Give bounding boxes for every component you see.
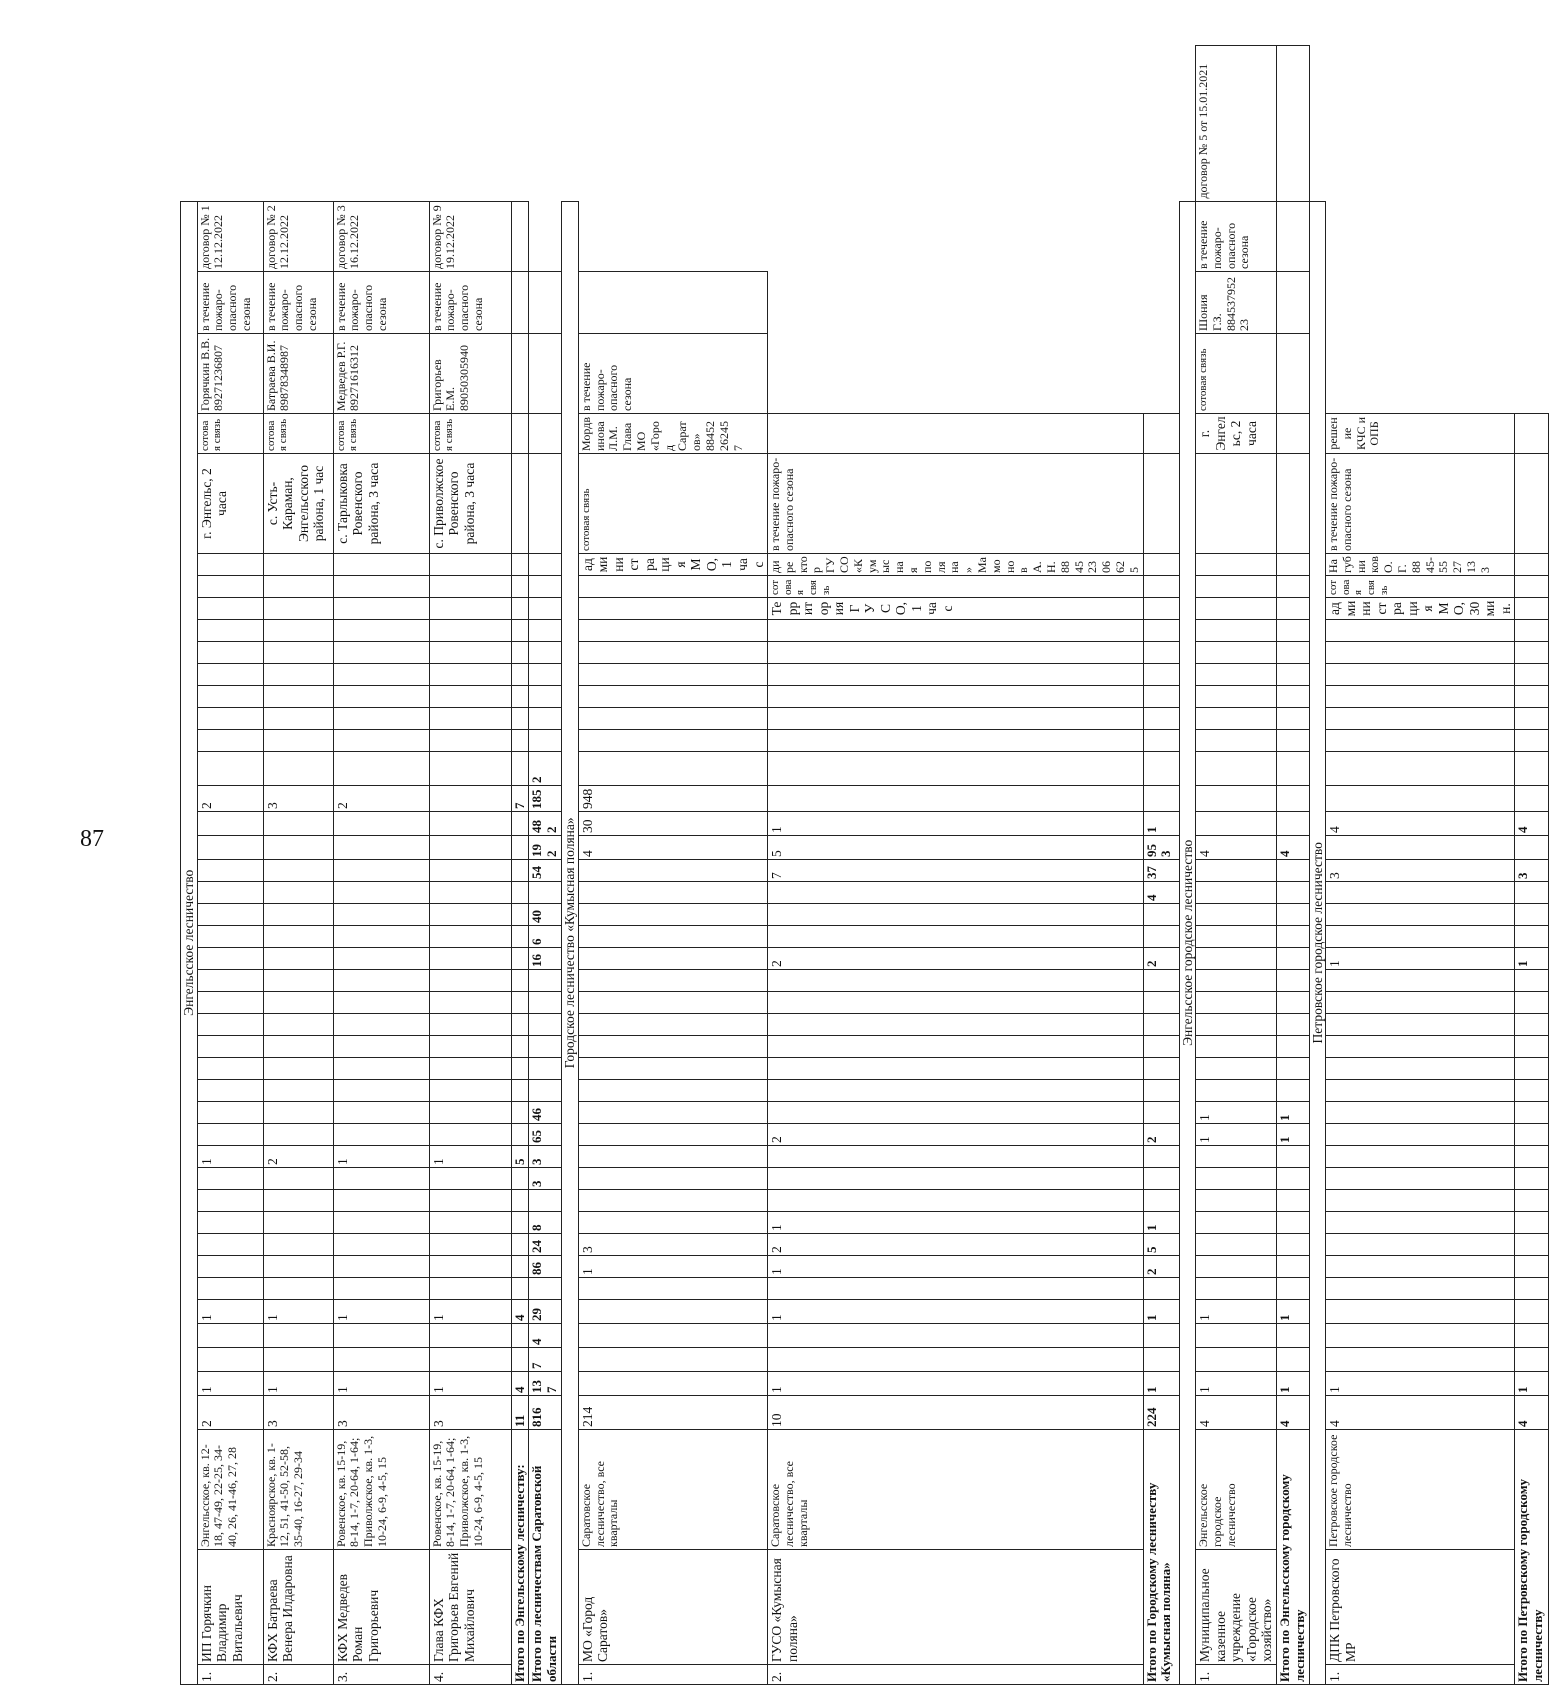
total-cell: 5 [511,1146,529,1168]
cell: 3 [263,786,333,812]
cell: 1 [333,1372,429,1396]
total-cell: 86 [529,1256,562,1278]
total-row [1515,46,1549,1685]
people-count: 4 [1196,1396,1277,1430]
cell: 1 [1326,1372,1515,1396]
table-row [197,46,263,1685]
total-row [529,46,562,1685]
total-label: Итого по Энгельсскому городскому лесничеству [1276,1430,1309,1685]
cell: 1 [197,1300,263,1324]
total-cell: 4 [529,1324,562,1348]
total-cell: 3 [529,1168,562,1190]
period: в течение пожаро-опасного сезона [768,454,1144,554]
table-row [333,46,429,1685]
cell: 1 [768,1256,1144,1278]
cell: 4 [578,836,767,860]
total-row [1276,46,1309,1685]
row-number: 4. [429,1665,511,1685]
table-row [578,46,767,1685]
document: договор № 5 от 15.01.2021 [1196,46,1277,202]
total-cell: 6 [529,926,562,948]
total-cell: 953 [1143,836,1179,860]
cell: 3 [578,1234,767,1256]
total-cell: 4 [1515,1396,1549,1430]
forest-area: Ровенское, кв. 15-19, 8-14, 1-7, 20-64, 1-64; Приволжское, кв. 1-3, 10-24, 6-9, 4-5, 15 [333,1430,429,1550]
organization-name: Муниципальное казенное учреждение «Городское хозяйство» [1196,1550,1277,1665]
section-engels [181,46,198,1685]
table-row [429,46,511,1685]
total-cell: 65 [529,1124,562,1146]
cell: 1 [1196,1124,1277,1146]
cell: 3 [1326,860,1515,882]
total-cell: 1 [1276,1124,1309,1146]
total-label: Итого по Петровскому городскому лесничеству [1515,1430,1549,1685]
total-cell: 2 [1143,1256,1179,1278]
cell: 1 [429,1372,511,1396]
organization-name: Глава КФХ Григорьев Евгений Михайлович [429,1550,511,1665]
people-count: 4 [1326,1396,1515,1430]
people-count: 3 [429,1396,511,1430]
cell: 1 [578,1256,767,1278]
organization-name: КФХ Медведев Роман Григорьевич [333,1550,429,1665]
contact: Батраева В.И. 89878348987 [263,334,333,414]
cell: 4 [1196,836,1277,860]
forest-area: Саратовское лесничество, все кварталы [578,1430,767,1550]
total-cell: 482 [529,812,562,836]
cell: 1 [1326,948,1515,970]
communication: сотовая связь [768,576,1144,598]
cell: 1 [768,812,1144,836]
cell: 1 [1196,1102,1277,1124]
total-cell: 1 [1515,948,1549,970]
cell: 1 [263,1300,333,1324]
cell: 2 [333,786,429,812]
total-cell: 4 [511,1300,529,1324]
forest-area: Петровское городское лесничество [1326,1430,1515,1550]
people-count: 10 [768,1396,1144,1430]
total-cell: 137 [529,1372,562,1396]
total-cell: 3 [1515,860,1549,882]
period: в течение пожаро-опасного сезона [1196,201,1277,271]
total-cell: 29 [529,1300,562,1324]
cell: 1 [429,1300,511,1324]
location-time: Территория ГУСО, 1 час [768,598,1144,620]
cell: 1 [333,1146,429,1168]
cell: 2 [768,1124,1144,1146]
total-cell: 24 [529,1234,562,1256]
contact: Горячкин В.В. 89271236807 [197,334,263,414]
location-time: администрация МО, 30 мин. [1326,598,1515,620]
forest-area: Ровенское, кв. 15-19, 8-14, 1-7, 20-64, 1-64; Приволжское, кв. 1-3, 10-24, 6-9, 4-5, 15 [429,1430,511,1550]
total-cell: 16 [529,948,562,970]
cell: 4 [1326,812,1515,836]
total-cell: 5 [1143,1234,1179,1256]
cell: 1 [768,1212,1144,1234]
organization-name: КФХ Батраева Венера Илдаровна [263,1550,333,1665]
document: договор № 3 16.12.2022 [333,201,429,271]
cell: 7 [768,860,1144,882]
table-row [1326,46,1515,1685]
communication: сотовая связь [1196,334,1277,414]
location-time: администрация МО, 1 час [578,554,767,576]
communication: сотовая связь [333,414,429,454]
total-cell: 7 [511,786,529,812]
document: договор № 9 19.12.2022 [429,201,511,271]
total-cell: 3 [529,1146,562,1168]
cell: 2 [768,1234,1144,1256]
forest-area: Энгельсское, кв. 12-18, 47-49, 22-25, 34-40, 26, 41-46, 27, 28 [197,1430,263,1550]
total-cell: 4 [1143,882,1179,904]
section-title: Петровское городское лесничество [1309,201,1326,1684]
period: в течение пожаро-опасного сезона [429,272,511,334]
document: договор № 2 12.12.2022 [263,201,333,271]
total-cell: 40 [529,904,562,926]
total-cell: 2 [1143,1124,1179,1146]
section-gorodskoe [562,46,579,1685]
total-cell: 4 [1515,812,1549,836]
people-count: 3 [263,1396,333,1430]
total-row [511,46,529,1685]
row-number: 1. [578,1665,767,1685]
people-count: 3 [333,1396,429,1430]
period: в течение пожаро-опасного сезона [197,272,263,334]
cell: 1 [197,1146,263,1168]
cell: 2 [768,948,1144,970]
total-cell: 2 [529,752,562,786]
cell: 1 [1196,1372,1277,1396]
total-cell: 46 [529,1102,562,1124]
total-cell: 1 [1143,1372,1179,1396]
contact: Шония Г.З. 88453795223 [1196,272,1277,334]
total-cell: 2 [1143,948,1179,970]
row-number: 2. [263,1665,333,1685]
total-cell: 37 [1143,860,1179,882]
contact: Григорьев Е.М. 89050305940 [429,334,511,414]
organization-name: ДПК Петровского МР [1326,1550,1515,1665]
people-count: 214 [578,1396,767,1430]
cell: 948 [578,786,767,812]
communication: сотовая связь [197,414,263,454]
location-time: с. Тарлыковка Ровенского района, 3 часа [333,454,429,554]
total-cell: 8 [529,1212,562,1234]
cell: 30 [578,812,767,836]
contact: Нагубников О.Г. 8845-5527133 [1326,554,1515,576]
total-cell: 4 [511,1372,529,1396]
total-row [1143,46,1179,1685]
cell: 1 [263,1372,333,1396]
contact: Мордвинова Л.М. Глава МО «Город Саратов» 88452262457 [578,414,767,454]
cell: 1 [1196,1300,1277,1324]
row-number: 3. [333,1665,429,1685]
section-title: Энгельсское городское лесничество [1179,201,1196,1684]
row-number: 2. [768,1665,1144,1685]
cell: 2 [263,1146,333,1168]
forest-area: Красноярское, кв. 1-12, 51, 41-50, 52-58, 35-40, 16-27, 29-34 [263,1430,333,1550]
total-cell: 185 [529,786,562,812]
period: в течение пожаро-опасного сезона [1326,454,1515,554]
total-cell: 4 [1276,836,1309,860]
people-count: 2 [197,1396,263,1430]
total-cell: 224 [1143,1396,1179,1430]
table-row [768,46,1144,1685]
total-label: Итого по Городскому лесничеству «Кумысная поляна» [1143,1430,1179,1685]
section-title: Энгельсское лесничество [181,201,198,1684]
location-time: г. Энгельс, 2 часа [197,454,263,554]
total-cell: 4 [1276,1396,1309,1430]
table-row [263,46,333,1685]
location-time: с. Усть-Караман, Энгельсского района, 1 час [263,454,333,554]
forest-area: Саратовское лесничество, все кварталы [768,1430,1144,1550]
page-number: 87 [80,826,104,852]
total-cell: 192 [529,836,562,860]
cell: 2 [197,786,263,812]
total-cell: 1 [1515,1372,1549,1396]
total-cell: 1 [1143,812,1179,836]
contact: Медведев Р.Г. 89271616312 [333,334,429,414]
table-row [1196,46,1277,1685]
document: решение КЧС и ОПБ [1326,414,1515,454]
row-number: 1. [197,1665,263,1685]
location-time: г. Энгельс, 2 часа [1196,414,1277,454]
communication: сотовая связь [429,414,511,454]
organization-name: МО «Город Саратов» [578,1550,767,1665]
cell: 1 [333,1300,429,1324]
total-cell: 1 [1143,1300,1179,1324]
cell: 5 [768,836,1144,860]
total-cell: 11 [511,1396,529,1430]
communication: сотовая связь [1326,576,1515,598]
total-cell: 1 [1276,1372,1309,1396]
rotated-table-container [180,45,1546,1685]
total-label: Итого по Энгельсскому лесничеству: [511,1430,529,1685]
document: договор № 1 12.12.2022 [197,201,263,271]
total-cell: 1 [1276,1102,1309,1124]
section-title: Городское лесничество «Кумысная поляна» [562,201,579,1684]
total-cell: 1 [1143,1212,1179,1234]
total-cell: 7 [529,1348,562,1372]
communication: сотовая связь [578,454,767,554]
row-number: 1. [1326,1665,1515,1685]
period: в течение пожаро-опасного сезона [263,272,333,334]
forest-fire-resources-table [180,45,1549,1685]
period: в течение пожаро-опасного сезона [333,272,429,334]
communication: сотовая связь [263,414,333,454]
contact: директор ГУСО «Кумысная поляна» Мамонов А.Н. 88452306625 [768,554,1144,576]
cell: 1 [197,1372,263,1396]
row-number: 1. [1196,1665,1277,1685]
organization-name: ИП Горячкин Владимир Витальевич [197,1550,263,1665]
cell: 1 [768,1372,1144,1396]
forest-area: Энгельсское городское лесничество [1196,1430,1277,1550]
total-cell: 816 [529,1396,562,1430]
total-cell: 54 [529,860,562,882]
period: в течение пожаро-опасного сезона [578,334,767,414]
total-cell: 1 [1276,1300,1309,1324]
organization-name: ГУСО «Кумысная поляна» [768,1550,1144,1665]
cell: 1 [768,1300,1144,1324]
location-time: с. Приволжское Ровенского района, 3 часа [429,454,511,554]
cell: 1 [429,1146,511,1168]
section-petrovsk [1309,46,1326,1685]
total-label: Итого по лесничествам Саратовской области [529,1430,562,1685]
section-engels-gorodskoe [1179,46,1196,1685]
